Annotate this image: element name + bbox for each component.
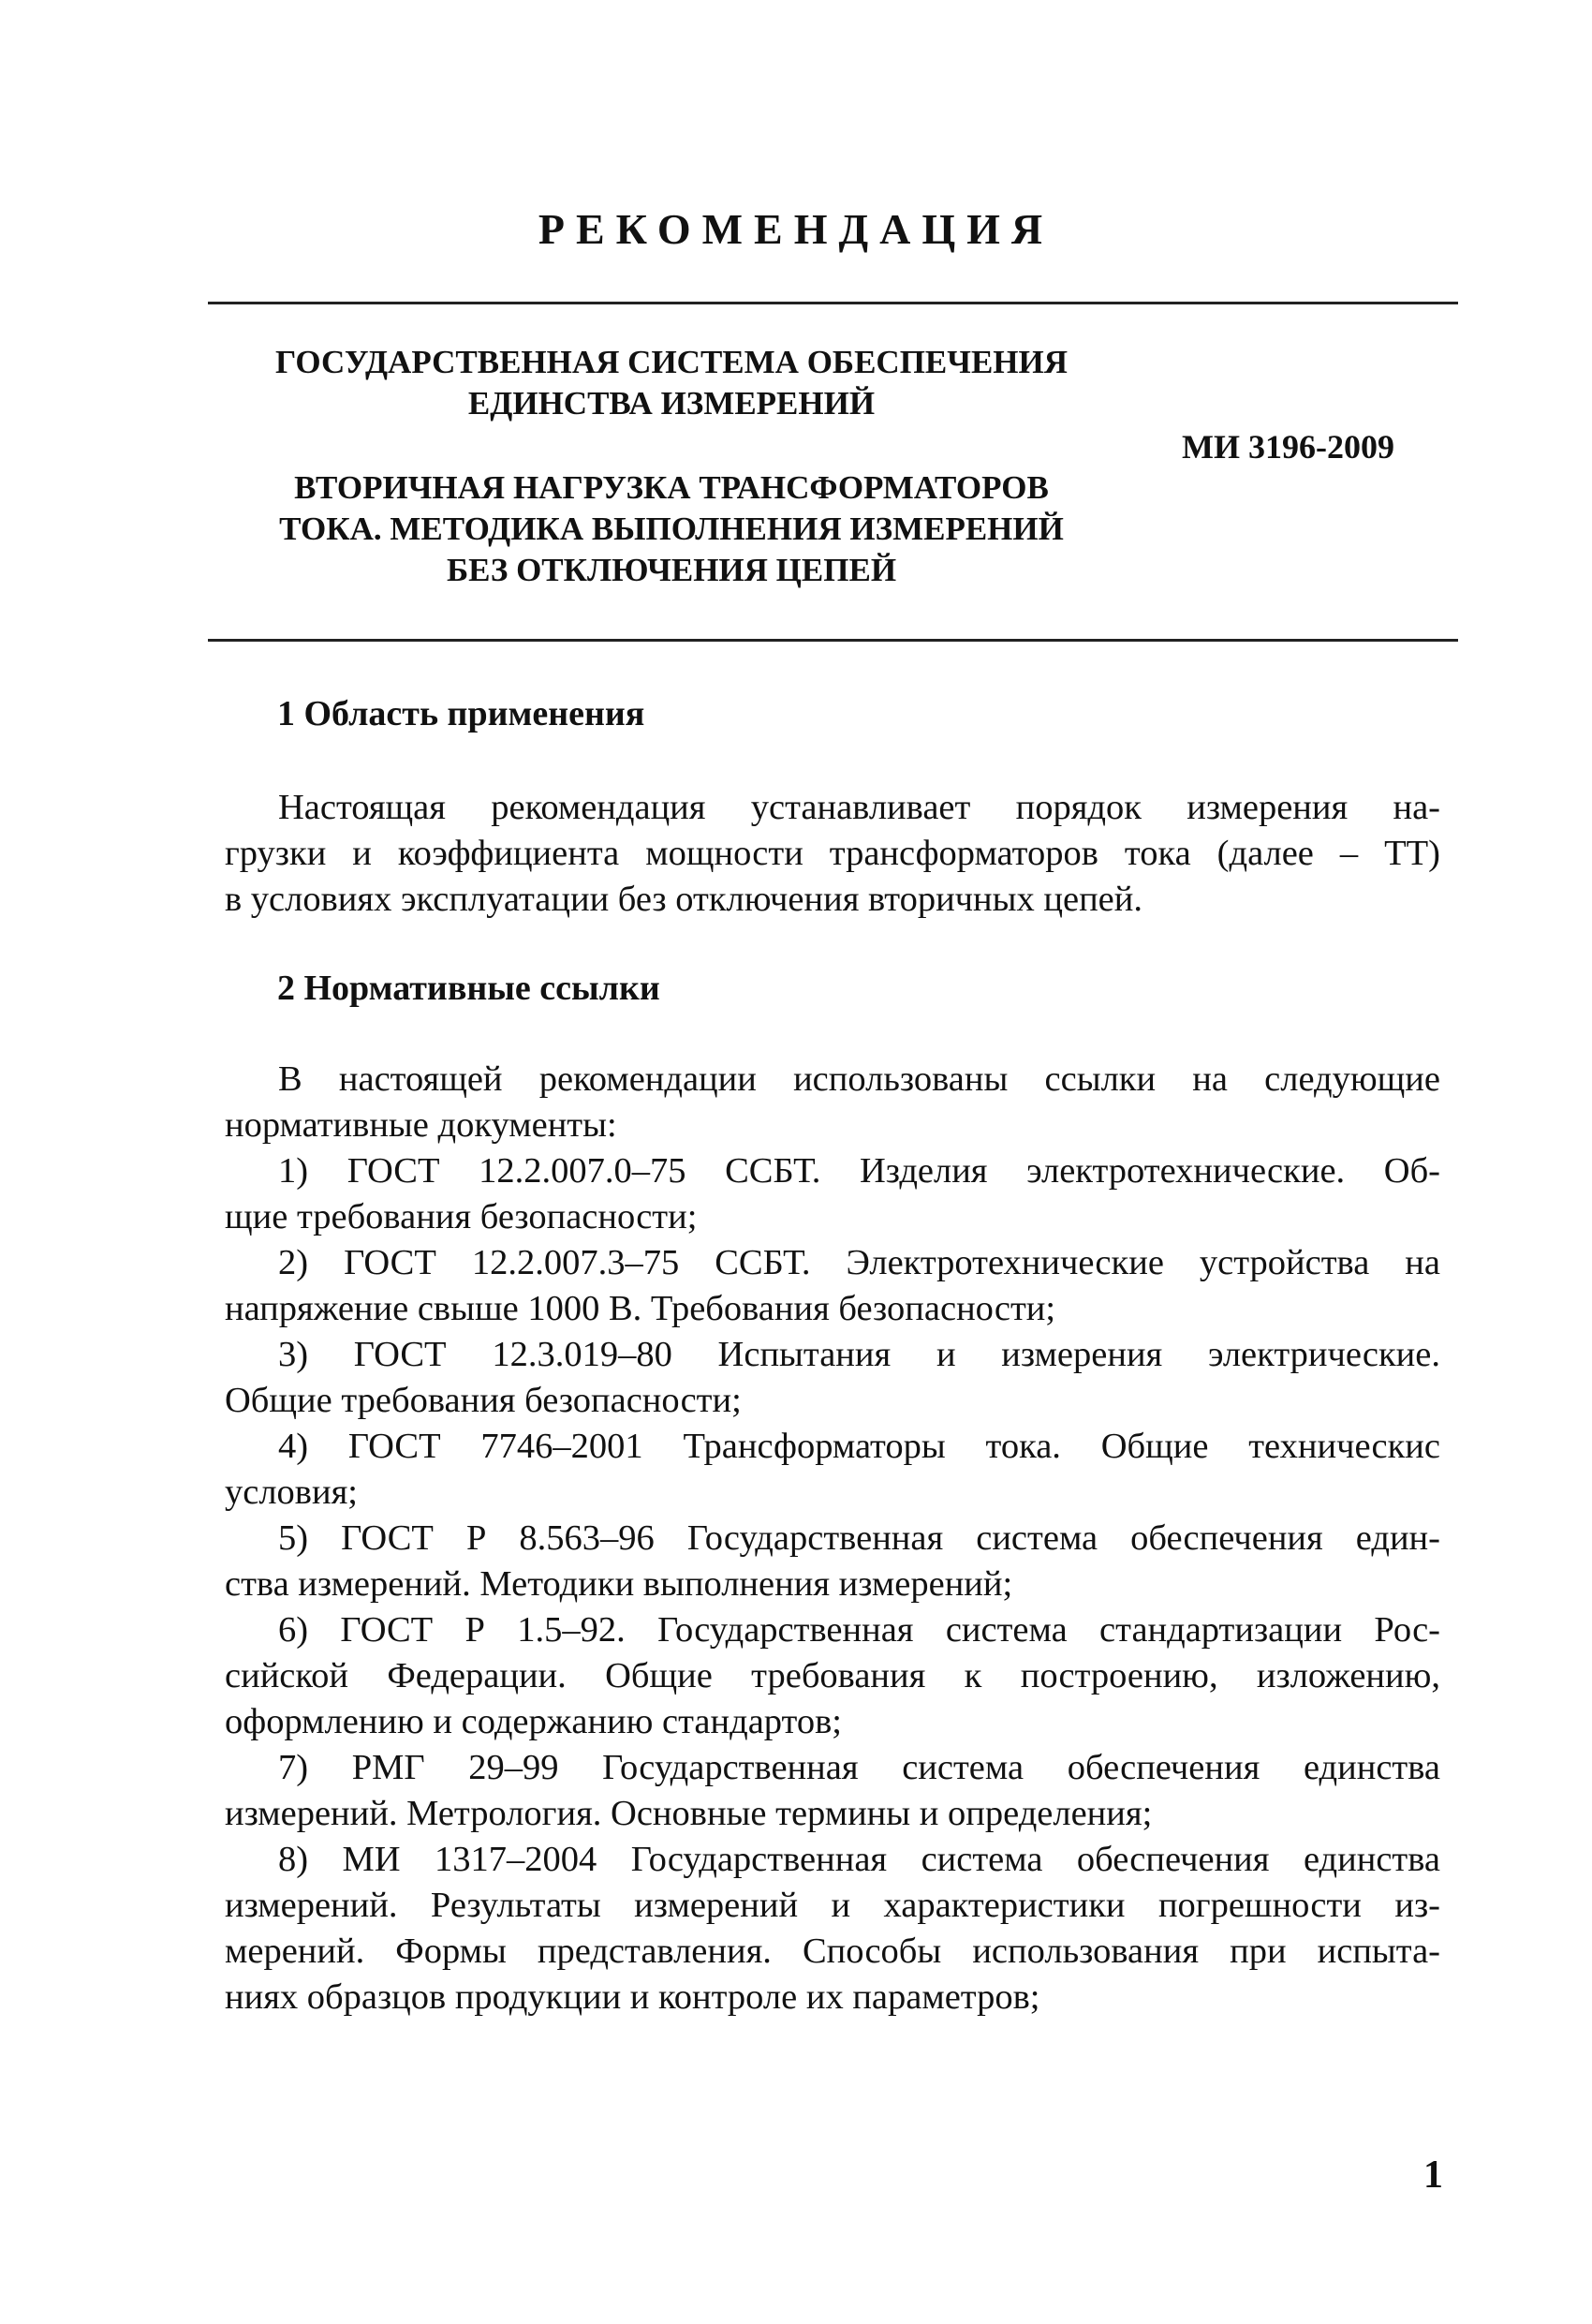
- text-line: измерений. Метрология. Основные термины и определения;: [225, 1794, 1153, 1833]
- text-line: грузки и коэффициента мощности трансформаторов тока (далее – ТТ): [225, 834, 1440, 873]
- main-title: РЕКОМЕНДАЦИЯ: [538, 205, 1054, 253]
- section-1-text: [225, 785, 1440, 923]
- text-line: Настоящая рекомендация устанавливает порядок измерения на-: [278, 788, 1440, 827]
- title-gap: [208, 424, 1135, 467]
- section-2-heading: 2 Нормативные ссылки: [277, 969, 660, 1008]
- reference-item-3: 3) ГОСТ 12.3.019–80 Испытания и измерения электрические.: [278, 1335, 1440, 1374]
- text-line: мерений. Формы представления. Способы использования при испыта-: [225, 1932, 1440, 1971]
- subtitle-line: ТОКА. МЕТОДИКА ВЫПОЛНЕНИЯ ИЗМЕРЕНИЙ: [279, 511, 1064, 547]
- text-line: напряжение свыше 1000 В. Требования безопасности;: [225, 1289, 1056, 1328]
- text-line: измерений. Результаты измерений и характеристики погрешности из-: [225, 1886, 1440, 1925]
- reference-item-8: 8) МИ 1317–2004 Государственная система обеспечения единства: [278, 1840, 1440, 1879]
- reference-item-2: 2) ГОСТ 12.2.007.3–75 ССБТ. Электротехнические устройства на: [278, 1243, 1440, 1282]
- heading-line: ГОСУДАРСТВЕННАЯ СИСТЕМА ОБЕСПЕЧЕНИЯ: [274, 344, 1069, 380]
- section-1-heading: 1 Область применения: [277, 694, 645, 733]
- heading-line: ЕДИНСТВА ИЗМЕРЕНИЙ: [467, 385, 876, 422]
- text-line: щие требования безопасности;: [225, 1197, 698, 1236]
- text-line: ниях образцов продукции и контроле их параметров;: [225, 1977, 1040, 2017]
- title-block: [208, 342, 1135, 591]
- page-number: 1: [1423, 2154, 1443, 2197]
- section-2-text: [225, 1057, 1440, 2021]
- text-line: оформлению и содержанию стандартов;: [225, 1702, 842, 1741]
- reference-item-7: 7) РМГ 29–99 Государственная система обеспечения единства: [278, 1748, 1440, 1787]
- subtitle-line: ВТОРИЧНАЯ НАГРУЗКА ТРАНСФОРМАТОРОВ: [294, 469, 1049, 506]
- reference-item-4: 4) ГОСТ 7746–2001 Трансформаторы тока. Общие техническис: [278, 1427, 1440, 1466]
- text-line: сийской Федерации. Общие требования к построению, изложению,: [225, 1656, 1440, 1695]
- top-divider: [208, 302, 1458, 304]
- text-line: в условиях эксплуатации без отключения вторичных цепей.: [225, 880, 1143, 919]
- text-line: условия;: [225, 1473, 358, 1512]
- text-line: нормативные документы:: [225, 1105, 617, 1145]
- text-line: Общие требования безопасности;: [225, 1381, 742, 1420]
- text-line: ства измерений. Методики выполнения измерений;: [225, 1564, 1013, 1604]
- reference-item-5: 5) ГОСТ Р 8.563–96 Государственная система обеспечения един-: [278, 1518, 1440, 1558]
- text-line: В настоящей рекомендации использованы ссылки на следующие: [278, 1059, 1440, 1099]
- reference-item-6: 6) ГОСТ Р 1.5–92. Государственная система стандартизации Рос-: [278, 1610, 1440, 1650]
- bottom-divider: [208, 639, 1458, 642]
- reference-item-1: 1) ГОСТ 12.2.007.0–75 ССБТ. Изделия электротехнические. Об-: [278, 1151, 1440, 1191]
- subtitle-line: БЕЗ ОТКЛЮЧЕНИЯ ЦЕПЕЙ: [446, 552, 897, 588]
- document-code: МИ 3196-2009: [1182, 428, 1394, 466]
